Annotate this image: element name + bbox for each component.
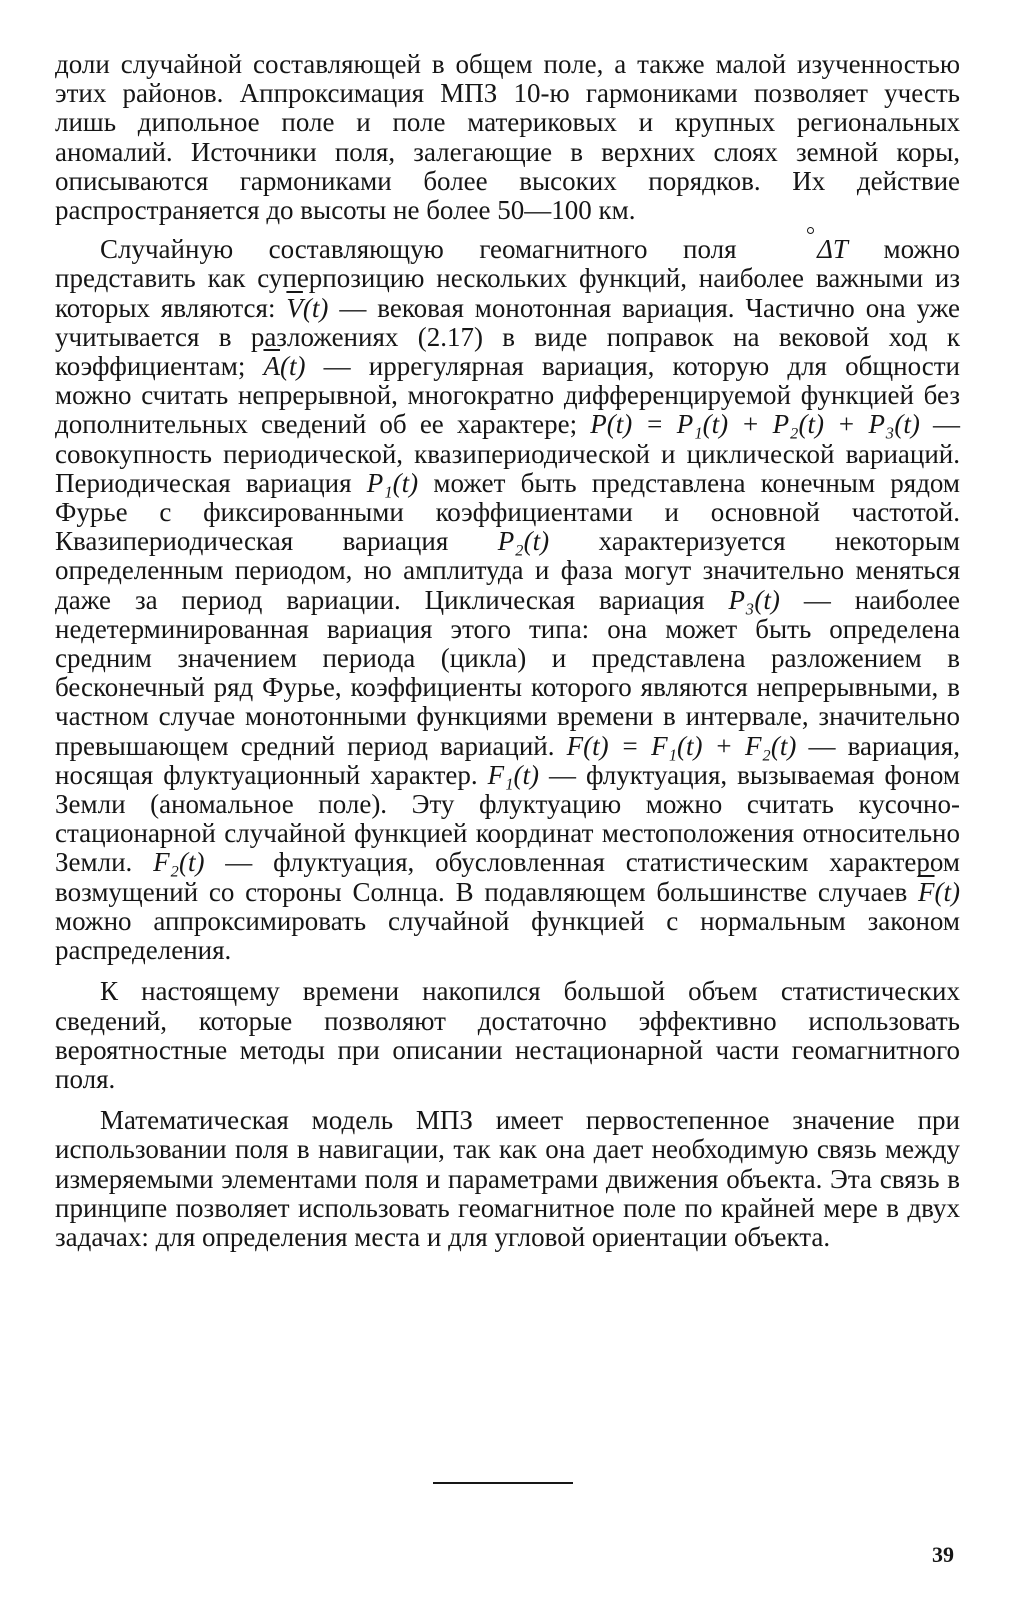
v-formula — [286, 293, 328, 323]
paragraph-text: — иррегулярная вариация, которую для общности можно считать непрерывной, многократно дифференцируемой функцией без дополнительных сведений об ее характере; — [55, 351, 960, 440]
paragraph-text: характеризуется некоторым определенным периодом, но амплитуда и фаза могут значительно меняться даже за период вариации. Циклическая вариация — [55, 526, 961, 615]
paragraph-text: К настоящему времени накопился большой объем статистических сведений, которые позволяют достаточно эффективно использовать вероятностные методы при описании нестационарной части геомагнитного поля. — [55, 976, 960, 1094]
v-letter: $\overline{V}$ — [286, 292, 303, 323]
paragraph-text: можно представить как суперпозицию нескольких функций, наиболее важными из которых являются: — [55, 234, 960, 323]
p1-formula: P₁(t) — [366, 467, 419, 498]
f-formula: F(t) = F₁(t) + F₂(t) — [566, 730, 797, 761]
p-formula: P(t) = P₁(t) + P₂(t) + P₃(t) — [590, 409, 920, 440]
paragraph-text: — флуктуация, вызываемая фоном Земли (аномальное поле). Эту флуктуацию можно считать кусочно-стационарной случайной функцией координат местоположения относительно Земли. — [55, 759, 961, 878]
delta-t-formula: ΔT — [772, 235, 848, 264]
paragraph-text: — вековая монотонная вариация. Частично она уже учитывается в разложениях (2.17) в виде поправок на вековой ход к коэффициентам; — [55, 292, 960, 382]
f2-formula: F₂(t) — [153, 847, 205, 878]
page-number: 39 — [932, 1542, 954, 1567]
paragraph-text: может быть представлена конечным рядом Фурье с фиксированными коэффициентами и основной частотой. Квазипериодическая вариация — [55, 467, 960, 557]
paragraph-text: можно аппроксимировать случайной функцией с нормальным законом распределения. — [55, 905, 960, 966]
v-argument: (t) — [302, 292, 329, 323]
a-letter: $\overline{A}$ — [263, 351, 280, 382]
paragraph — [55, 977, 960, 1094]
paragraph-text: Математическая модель МПЗ имеет первостепенное значение при использовании поля в навигации, так как она дает необходимую связь между измеряемыми элементами поля и параметрами движения объекта. Эта связь в принципе позволяет использовать геомагнитное поле по крайней мере в двух задачах: для определения места и для угловой ориентации объекта. — [55, 1105, 960, 1252]
paragraph-text: — совокупность периодической, квазипериодической и циклической вариаций. Периодическая вариация — [55, 409, 961, 498]
paragraph-text: — флуктуация, обусловленная статистическим характером возмущений со стороны Солнца. В подавляющем большинстве случаев — [55, 847, 960, 907]
paragraph — [55, 50, 960, 225]
paragraph-text: доли случайной составляющей в общем поле, а также малой изученностью этих районов. Аппроксимация МПЗ 10-ю гармониками позволяет учесть лишь дипольное поле и поле материковых и крупных региональных аномалий. Источники поля, залегающие в верхних слоях земной коры, описываются гармониками более высоких порядков. Их действие распространяется до высоты не более 50—100 км. — [55, 49, 960, 226]
p3-formula: P₃(t) — [728, 584, 780, 615]
paragraph — [55, 1106, 960, 1252]
f1-formula: F₁(t) — [487, 759, 539, 790]
a-formula — [263, 351, 305, 381]
paragraph-text: — вариация, носящая флуктуационный характер. — [55, 730, 960, 790]
f-letter: $\overline{F}$ — [918, 876, 935, 907]
section-divider — [433, 1482, 573, 1484]
paragraph — [55, 235, 960, 965]
p2-formula: P₂(t) — [497, 526, 550, 557]
f-formula — [918, 877, 960, 907]
paragraph-text: — наиболее недетерминированная вариация этого типа: она может быть определена средним значением периода (цикла) и представлена разложением в бесконечный ряд Фурье, коэффициенты которого являются непрерывными, в частном случае монотонными функциями времени в интервале, значительно превышающем средний период вариаций. — [55, 584, 960, 761]
f-argument: (t) — [934, 876, 960, 907]
book-page — [55, 50, 960, 1570]
a-argument: (t) — [279, 351, 306, 382]
paragraph-text: Случайную составляющую геомагнитного поля — [100, 234, 773, 265]
